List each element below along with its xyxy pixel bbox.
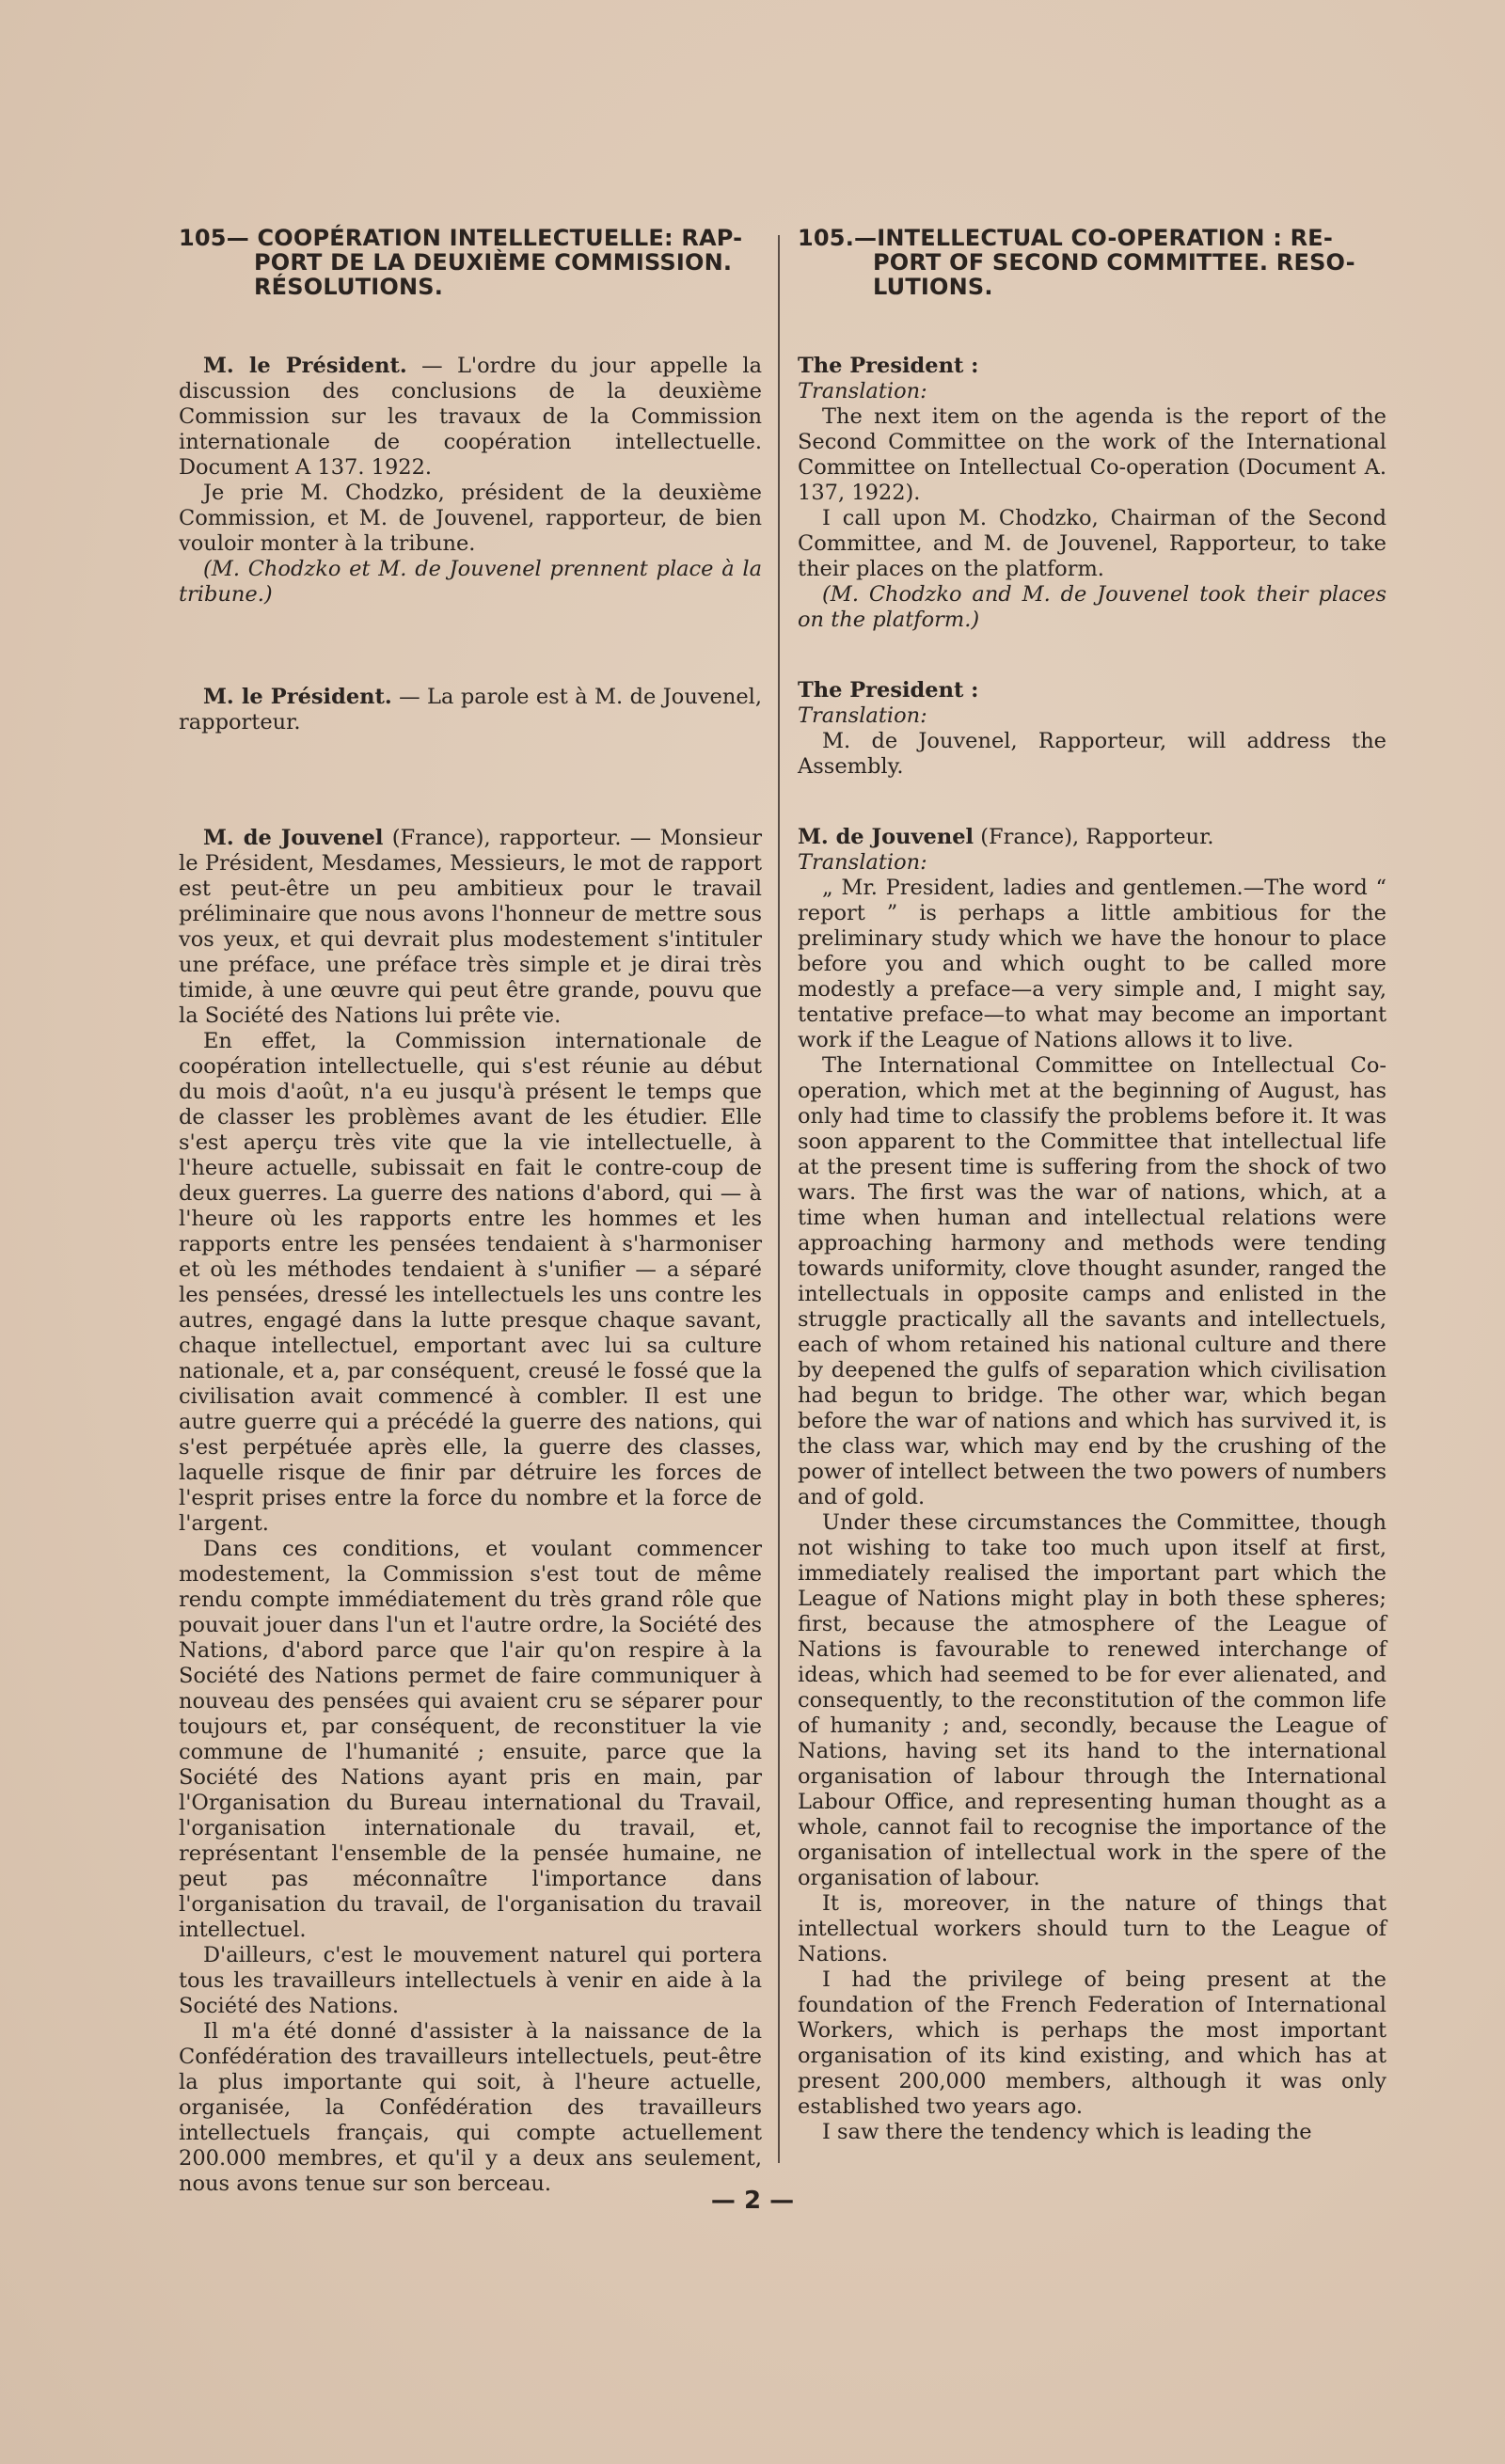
speech-jouvenel-en: M. de Jouvenel (France), Rapporteur. [798,825,1214,849]
speaker-name: The President : [798,678,979,703]
speaker-name: M. de Jouvenel [798,825,974,849]
paragraph: D'ailleurs, c'est le mouvement naturel qui portera tous les travailleurs intellectuels à venir en aide à la Société des Nations. [179,1943,762,2018]
paragraph: I had the privilege of being present at the foundation of the French Federation of International Workers, which is perhaps the most important organisation of its kind existing, and which has at present 200,000 members, although it was only established two years ago. [798,1967,1386,2119]
french-column [179,226,762,2197]
stage-direction: (M. Chodzko and M. de Jouvenel took their places on the platform.) [798,582,1386,632]
paragraph: It is, moreover, in the nature of things that intellectual workers should turn to the League of Nations. [798,1891,1386,1966]
speech-president-2: M. le Président. — La parole est à M. de Jouvenel, rapporteur. [179,685,762,734]
english-column [798,226,1386,2145]
translation-label: Translation: [798,850,927,875]
speaker-name: M. le Président. [203,354,407,378]
page-number: — 2 — [710,2187,795,2215]
speaker-name: M. le Président. [203,685,392,709]
translation-label: Translation: [798,703,927,728]
speech-jouvenel: M. de Jouvenel (France), rapporteur. — Monsieur le Président, Mesdames, Messieurs, le mot de rapport est peut-être un peu ambitieux pour le travail préliminaire que nous avons l'honneur de mettre sous vos yeux, et qui devrait plus modestement s'intituler une préface, une préface très simple et je dirai très timide, à une œuvre qui peut être grande, pouvu que la Société des Nations lui prête vie. [179,826,762,1028]
column-divider [778,235,780,2163]
paragraph: En effet, la Commission internationale de coopération intellectuelle, qui s'est réunie au début du mois d'août, n'a eu jusqu'à présent le temps que de classer les problèmes avant de les étudier. Elle s'est aperçu très vite que la vie intellectuelle, à l'heure actuelle, subissait en fait le contre-coup de deux guerres. La guerre des nations d'abord, qui — à l'heure où les rapports entre les hommes et les rapports entre les pensées tendaient à s'harmoniser et où les méthodes tendaient à s'unifier — a séparé les pensées, dressé les intellectuels les uns contre les autres, engagé dans la lutte presque chaque savant, chaque intellectuel, emportant avec lui sa culture nationale, et a, par conséquent, creusé le fossé que la civilisation avait commencé à combler. Il est une autre guerre qui a précédé la guerre des nations, qui s'est perpétuée après elle, la guerre des classes, laquelle risque de finir par détruire les forces de l'esprit prises entre la force du nombre et la force de l'argent. [179,1029,762,1536]
section-heading-fr: 105— COOPÉRATION INTELLECTUELLE: RAP- PORT DE LA DEUXIÈME COMMISSION. RÉSOLUTIONS. [179,225,743,300]
paragraph: „ Mr. President, ladies and gentlemen.—The word “ report ” is perhaps a little ambitious for the preliminary study which we have the honour to place before you and which ought to be called more modestly a preface—a very simple and, I might say, tentative preface—to what may become an important work if the League of Nations allows it to live. [798,876,1386,1052]
paragraph: I saw there the tendency which is leading the [822,2120,1312,2144]
paragraph: The International Committee on Intellectual Co-operation, which met at the beginning of August, has only had time to classify the problems before it. It was soon apparent to the Committee that intellectual life at the present time is suffering from the shock of two wars. The first was the war of nations, which, at a time when human and intellectual relations were approaching harmony and methods were tending towards uniformity, clove thought asunder, ranged the intellectuals in opposite camps and enlisted in the struggle practically all the savants and intellectuels, each of whom retained his national culture and there by deepened the gulfs of separation which civilisation had begun to bridge. The other war, which began before the war of nations and which has survived it, is the class war, which may end by the crushing of the power of intellect between the two powers of numbers and of gold. [798,1053,1386,1509]
paragraph: M. de Jouvenel, Rapporteur, will address the Assembly. [798,729,1386,779]
stage-direction: (M. Chodzko et M. de Jouvenel prennent place à la tribune.) [179,557,762,607]
section-heading-en: 105.—INTELLECTUAL CO-OPERATION : RE- PORT OF SECOND COMMITTEE. RESO- LUTIONS. [798,225,1355,300]
paragraph: Dans ces conditions, et voulant commencer modestement, la Commission s'est tout de même rendu compte immédiatement du très grand rôle que pouvait jouer dans l'un et l'autre ordre, la Société des Nations, d'abord parce que l'air qu'on respire à la Société des Nations permet de faire communiquer à nouveau des pensées qui avaient cru se séparer pour toujours et, par conséquent, de reconstituer la vie commune de l'humanité ; ensuite, parce que la Société des Nations ayant pris en main, par l'Organisation du Bureau international du Travail, l'organisation internationale du travail, et, représentant l'ensemble de la pensée humaine, ne peut pas méconnaître l'importance dans l'organisation du travail, de l'organisation du travail intellectuel. [179,1537,762,1942]
paragraph: Je prie M. Chodzko, président de la deuxième Commission, et M. de Jouvenel, rapporteur, de bien vouloir monter à la tribune. [179,481,762,556]
paragraph: The next item on the agenda is the report of the Second Committee on the work of the International Committee on Intellectual Co-operation (Document A. 137, 1922). [798,404,1386,505]
speaker-name: The President : [798,354,979,378]
paragraph: Under these circumstances the Committee, though not wishing to take too much upon itself at first, immediately realised the important part which the League of Nations might play in both these spheres; first, because the atmosphere of the League of Nations is favourable to renewed interchange of ideas, which had seemed to be for ever alienated, and consequently, to the reconstitution of the common life of humanity ; and, secondly, because the League of Nations, having set its hand to the international organisation of labour through the International Labour Office, and representing human thought as a whole, cannot fail to recognise the importance of the organisation of intellectual work in the spere of the organisation of labour. [798,1510,1386,1890]
translation-label: Translation: [798,379,927,403]
speaker-name: M. de Jouvenel [203,826,384,850]
speech-president-1: M. le Président. — L'ordre du jour appelle la discussion des conclusions de la deuxième Commission sur les travaux de la Commission internationale de coopération intellectuelle. Document A 137. 1922. [179,354,762,480]
paragraph: Il m'a été donné d'assister à la naissance de la Confédération des travailleurs intellectuels, peut-être la plus importante qui soit, à l'heure actuelle, organisée, la Confédération des travailleurs intellectuels français, qui compte actuellement 200.000 membres, et qu'il y a deux ans seulement, nous avons tenue sur son berceau. [179,2019,762,2196]
paragraph: I call upon M. Chodzko, Chairman of the Second Committee, and M. de Jouvenel, Rapporteur, to take their places on the platform. [798,506,1386,581]
